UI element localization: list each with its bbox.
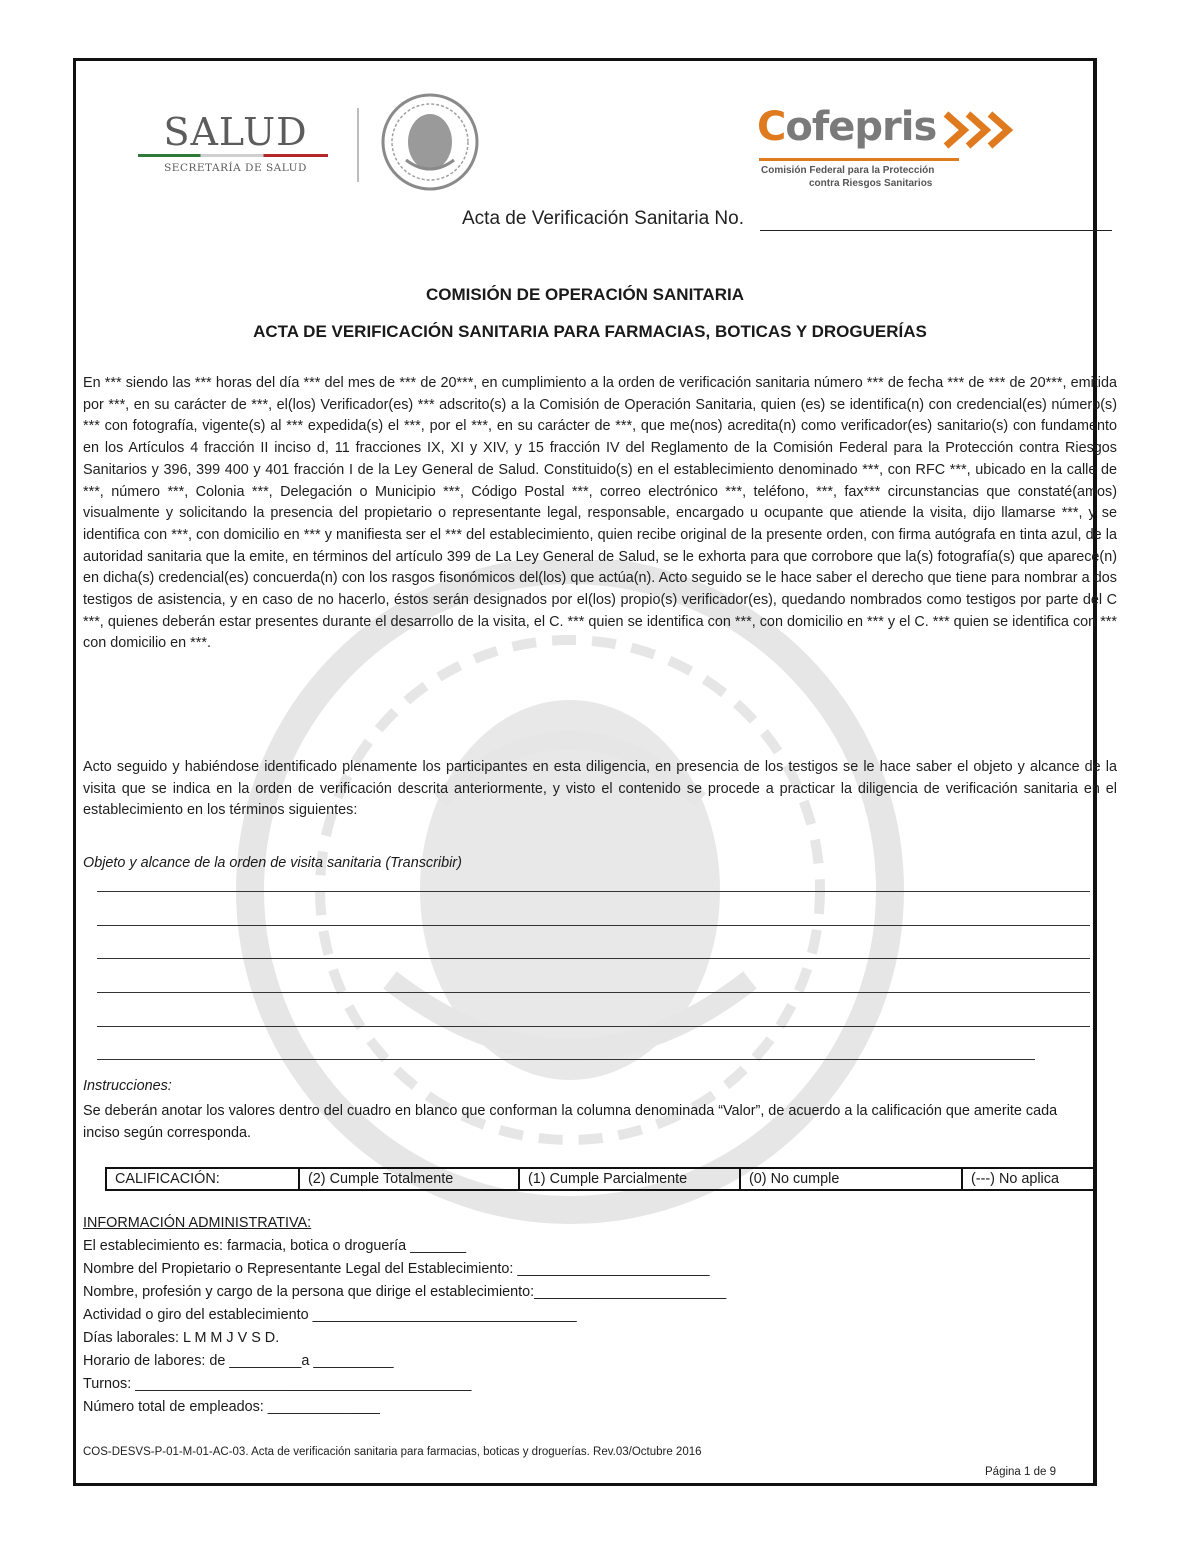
objeto-label: Objeto y alcance de la orden de visita sanitaria (Transcribir) <box>83 855 462 871</box>
cofepris-logo <box>757 104 1057 200</box>
salud-subtitle: SECRETARÍA DE SALUD <box>164 162 307 174</box>
admin-info-section <box>83 1212 726 1419</box>
instructions-text: Se deberán anotar los valores dentro del cuadro en blanco que conforman la columna denominada “Valor”, de acuerdo a la calificación que amerite cada inciso según corresponda. <box>83 1103 1058 1141</box>
objeto-line[interactable] <box>97 925 1090 926</box>
objeto-line[interactable] <box>97 1026 1090 1027</box>
instructions-label: Instrucciones: <box>83 1078 172 1094</box>
salud-name: SALUD <box>163 110 308 154</box>
admin-field-dias[interactable]: Días laborales: L M M J V S D. <box>83 1330 280 1346</box>
objeto-line[interactable] <box>97 992 1090 993</box>
document-reference: COS-DESVS-P-01-M-01-AC-03. Acta de verificación sanitaria para farmacias, boticas y droguerías. Rev.03/Octubre 2016 <box>83 1446 702 1458</box>
admin-field-empleados[interactable]: Número total de empleados: ______________ <box>83 1399 380 1415</box>
cofepris-rule <box>759 158 959 161</box>
eagle-watermark-icon <box>140 560 1000 1260</box>
cofepris-wordmark: Cofepris <box>757 104 937 150</box>
document-title: ACTA DE VERIFICACIÓN SANITARIA PARA FARMACIAS, BOTICAS Y DROGUERÍAS <box>253 322 927 341</box>
admin-field-turnos[interactable]: Turnos: __________________________________________ <box>83 1376 472 1392</box>
chevrons-right-icon <box>942 110 1032 150</box>
acta-number-label: Acta de Verificación Sanitaria No. <box>462 208 744 229</box>
header-divider <box>357 108 359 182</box>
commission-title: COMISIÓN DE OPERACIÓN SANITARIA <box>426 285 744 304</box>
objeto-line[interactable] <box>97 891 1090 892</box>
calificacion-cumple-totalmente: (2) Cumple Totalmente <box>300 1169 520 1189</box>
calificacion-cumple-parcialmente: (1) Cumple Parcialmente <box>520 1169 741 1189</box>
national-seal-icon <box>372 92 488 192</box>
cofepris-subtitle-2: contra Riesgos Sanitarios <box>809 178 933 189</box>
procedure-paragraph: Acto seguido y habiéndose identificado plenamente los participantes en esta diligencia, en presencia de los testigos se le hace saber el objeto y alcance de la visita que se indica en la orden de verificación descrita anteriormente, y visto el contenido se procede a practicar la diligencia de verificación sanitaria en el establecimiento en los términos siguientes: <box>83 759 1117 819</box>
objeto-line[interactable] <box>97 958 1090 959</box>
cofepris-subtitle-1: Comisión Federal para la Protección <box>761 165 935 176</box>
calificacion-table <box>105 1167 1096 1191</box>
salud-logo <box>138 112 333 182</box>
calificacion-no-cumple: (0) No cumple <box>741 1169 963 1189</box>
salud-color-rule <box>138 154 328 157</box>
calificacion-header: CALIFICACIÓN: <box>107 1169 300 1189</box>
admin-field-actividad[interactable]: Actividad o giro del establecimiento _________________________________ <box>83 1307 577 1323</box>
acta-number-field[interactable] <box>760 230 1112 231</box>
objeto-line[interactable] <box>97 1059 1035 1060</box>
admin-info-heading: INFORMACIÓN ADMINISTRATIVA: <box>83 1215 312 1231</box>
admin-field-tipo[interactable]: El establecimiento es: farmacia, botica o droguería _______ <box>83 1238 467 1254</box>
admin-field-propietario[interactable]: Nombre del Propietario o Representante Legal del Establecimiento: ________________________ <box>83 1261 710 1277</box>
calificacion-no-aplica: (---) No aplica <box>971 1171 1059 1187</box>
admin-field-horario[interactable]: Horario de labores: de _________a __________ <box>83 1353 394 1369</box>
page-number: Página 1 de 9 <box>985 1466 1056 1478</box>
admin-field-responsable[interactable]: Nombre, profesión y cargo de la persona que dirige el establecimiento:________________________ <box>83 1284 727 1300</box>
intro-paragraph: En *** siendo las *** horas del día *** del mes de *** de 20***, en cumplimiento a la orden de verificación sanitaria número *** de fecha *** de *** de 20***, emitida por ***, en su carácter de ***, el(los) Verificador(es) *** adscrito(s) a la Comisión de Operación Sanitaria, quien (es) se identifica(n) con credencial(es) número(s) *** con fotografía, vigente(s) al *** expedida(s) el ***, por el ***, en su carácter de ***, que me(nos) acredita(n) como verificador(es) sanitario(s) con fundamento en los Artículos 4 fracción II inciso d, 11 fracciones IX, XI y XIV, y 15 fracción IV del Reglamento de la Comisión Federal para la Protección contra Riesgos Sanitarios y 396, 399 400 y 401 fracción I de la Ley General de Salud. Constituido(s) en el establecimiento denominado ***, con RFC ***, ubicado en la calle de ***, número ***, Colonia ***, Delegación o Municipio ***, Código Postal ***, correo electrónico ***, teléfono, ***, fax*** circunstancias que constaté(amos) visualmente y solicitando la presencia del propietario o representante legal, responsable, encargado u ocupante que atiende la visita, dijo llamarse ***, y se identifica con ***, con domicilio en *** y manifiesta ser el *** del establecimiento, quien recibe original de la presente orden, con firma autógrafa en tinta azul, de la autoridad sanitaria que la emite, en términos del artículo 399 de La Ley General de Salud, se le exhorta para que corrobore que la(s) fotografía(s) que aparece(n) en dicha(s) credencial(es) concuerda(n) con los rasgos fisonómicos del(los) que actúa(n). Acto seguido se le hace saber el derecho que tiene para nombrar a dos testigos de asistencia, y en caso de no hacerlo, éstos serán designados por el(los) propio(s) verificador(es), quedando nombrados como testigos por parte del C ***, quienes deberán estar presentes durante el desarrollo de la visita, el C. *** quien se identifica con ***, con domicilio en *** y el C. *** quien se identifica con *** con domicilio en ***. <box>83 375 1117 652</box>
